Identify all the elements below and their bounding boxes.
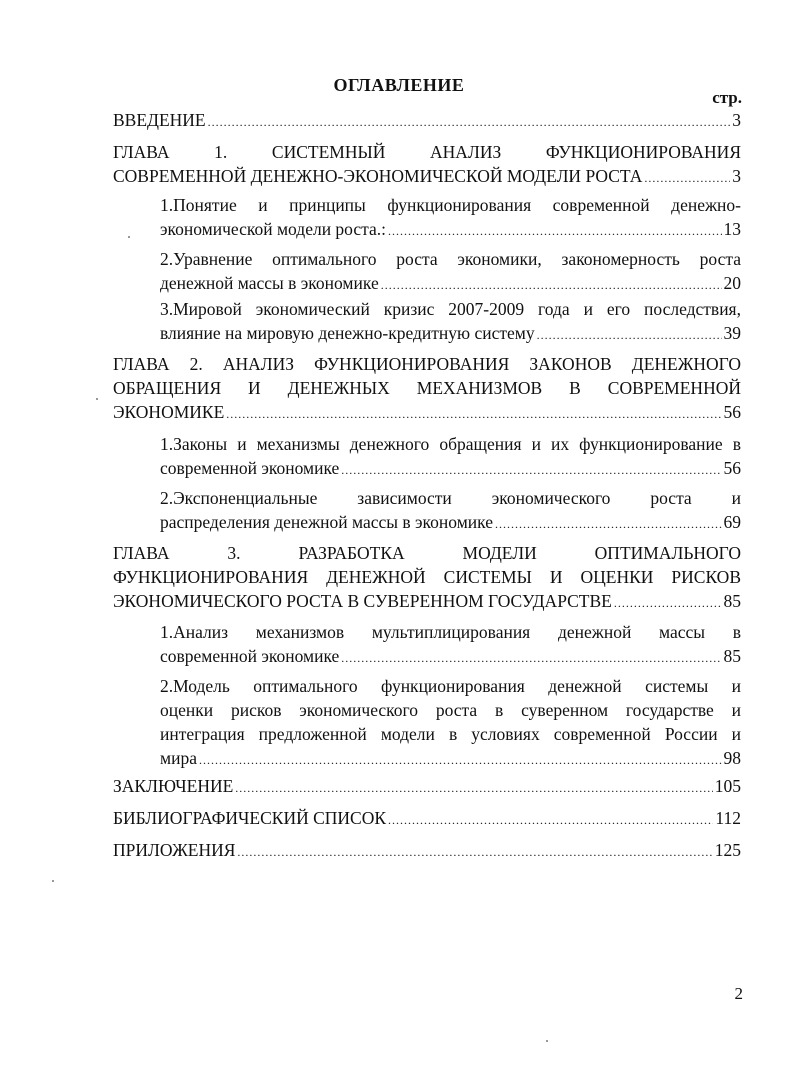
toc-entry-section-3-2 [160,674,741,772]
leader-dots [199,748,722,772]
toc-entry-text: ФУНКЦИОНИРОВАНИЯ ДЕНЕЖНОЙ СИСТЕМЫ И ОЦЕНКИ РИСКОВ [113,567,741,587]
leader-dots [388,808,713,832]
toc-entry-section-1-2 [160,247,741,297]
toc-page-number: 105 [714,776,741,796]
leader-dots [381,273,722,297]
toc-entry-text: СОВРЕМЕННОЙ ДЕНЕЖНО-ЭКОНОМИЧЕСКОЙ МОДЕЛИ РОСТА [113,166,643,186]
toc-entry-text: ЭКОНОМИЧЕСКОГО РОСТА В СУВЕРЕННОМ ГОСУДАРСТВЕ [113,591,612,611]
toc-entry-text: 1.Анализ механизмов мультиплицирования денежной массы в [160,622,741,642]
toc-entry-section-3-1 [160,620,741,670]
toc-entry-section-1-1 [160,193,741,243]
toc-page-number: 39 [723,323,741,343]
toc-entry-chapter-3 [113,541,741,615]
scan-speck [128,236,130,238]
toc-entry-text: экономической модели роста.: [160,219,387,239]
toc-entry-chapter-1 [113,140,741,190]
scan-speck [52,880,54,882]
toc-entry-text: БИБЛИОГРАФИЧЕСКИЙ СПИСОК [113,808,387,828]
toc-entry-text: распределения денежной массы в экономике [160,512,493,532]
leader-dots [208,110,731,134]
toc-entry-text: ГЛАВА 1. СИСТЕМНЫЙ АНАЛИЗ ФУНКЦИОНИРОВАНИЯ [113,142,741,162]
toc-entry-text: ВВЕДЕНИЕ [113,110,206,130]
toc-page-number: 98 [723,748,741,768]
leader-dots [235,776,712,800]
toc-page-number: 20 [723,273,741,293]
leader-dots [388,219,721,243]
toc-entry-text: 3.Мировой экономический кризис 2007-2009 года и его последствия, [160,299,741,319]
toc-entry-section-1-3 [160,297,741,347]
scan-speck [96,398,98,400]
toc-entry-text: ПРИЛОЖЕНИЯ [113,840,236,860]
leader-dots [226,402,721,426]
toc-entry-text: ЭКОНОМИКЕ [113,402,225,422]
toc-entry-text: 1.Понятие и принципы функционирования современной денежно- [160,195,741,215]
toc-page-number: 3 [732,110,741,130]
toc-entry-text: 2.Модель оптимального функционирования денежной системы и [160,676,741,696]
toc-entry-section-2-1 [160,432,741,482]
leader-dots [537,323,722,347]
toc-entry-bibliography [113,806,741,832]
toc-entry-text: влияние на мировую денежно-кредитную систему [160,323,535,343]
leader-dots [341,646,721,670]
toc-entry-text: 1.Законы и механизмы денежного обращения и их функционирование в [160,434,741,454]
page-column-header: стр. [712,88,742,107]
toc-page-number: 56 [723,458,741,478]
leader-dots [495,512,722,536]
toc-entry-text: 2.Экспоненциальные зависимости экономического роста и [160,488,741,508]
toc-entry-appendices [113,838,741,864]
toc-page-number: 85 [723,646,741,666]
toc-entry-text: интеграция предложенной модели в условиях современной России и [160,724,741,744]
toc-entry-text: современной экономике [160,646,340,666]
toc-page-number: 56 [723,402,741,422]
toc-page-number: 85 [723,591,741,611]
toc-entry-section-2-2 [160,486,741,536]
toc-entry-text: 2.Уравнение оптимального роста экономики, закономерность роста [160,249,741,269]
toc-entry-text: ГЛАВА 2. АНАЛИЗ ФУНКЦИОНИРОВАНИЯ ЗАКОНОВ ДЕНЕЖНОГО [113,354,741,374]
toc-page-number: 3 [732,166,741,186]
page-number: 2 [734,984,743,1003]
toc-entry-conclusion [113,774,741,800]
toc-entry-text: оценки рисков экономического роста в суверенном государстве и [160,700,741,720]
toc-page-number: 125 [714,840,741,860]
scan-speck [546,1040,548,1042]
toc-entry-text: ЗАКЛЮЧЕНИЕ [113,776,234,796]
toc-entry-text: денежной массы в экономике [160,273,379,293]
toc-entry-chapter-2 [113,352,741,426]
toc-page-number: 69 [723,512,741,532]
leader-dots [644,166,730,190]
leader-dots [237,840,712,864]
leader-dots [341,458,721,482]
toc-entry-text: мира [160,748,197,768]
toc-page-number: 13 [723,219,741,239]
toc-entry-text: ОБРАЩЕНИЯ И ДЕНЕЖНЫХ МЕХАНИЗМОВ В СОВРЕМЕННОЙ [113,378,741,398]
toc-entry-text: современной экономике [160,458,340,478]
toc-entry-introduction [113,108,741,134]
leader-dots [614,591,722,615]
toc-title: ОГЛАВЛЕНИЕ [333,75,465,95]
toc-page-number: 112 [715,808,741,828]
toc-entry-text: ГЛАВА 3. РАЗРАБОТКА МОДЕЛИ ОПТИМАЛЬНОГО [113,543,741,563]
